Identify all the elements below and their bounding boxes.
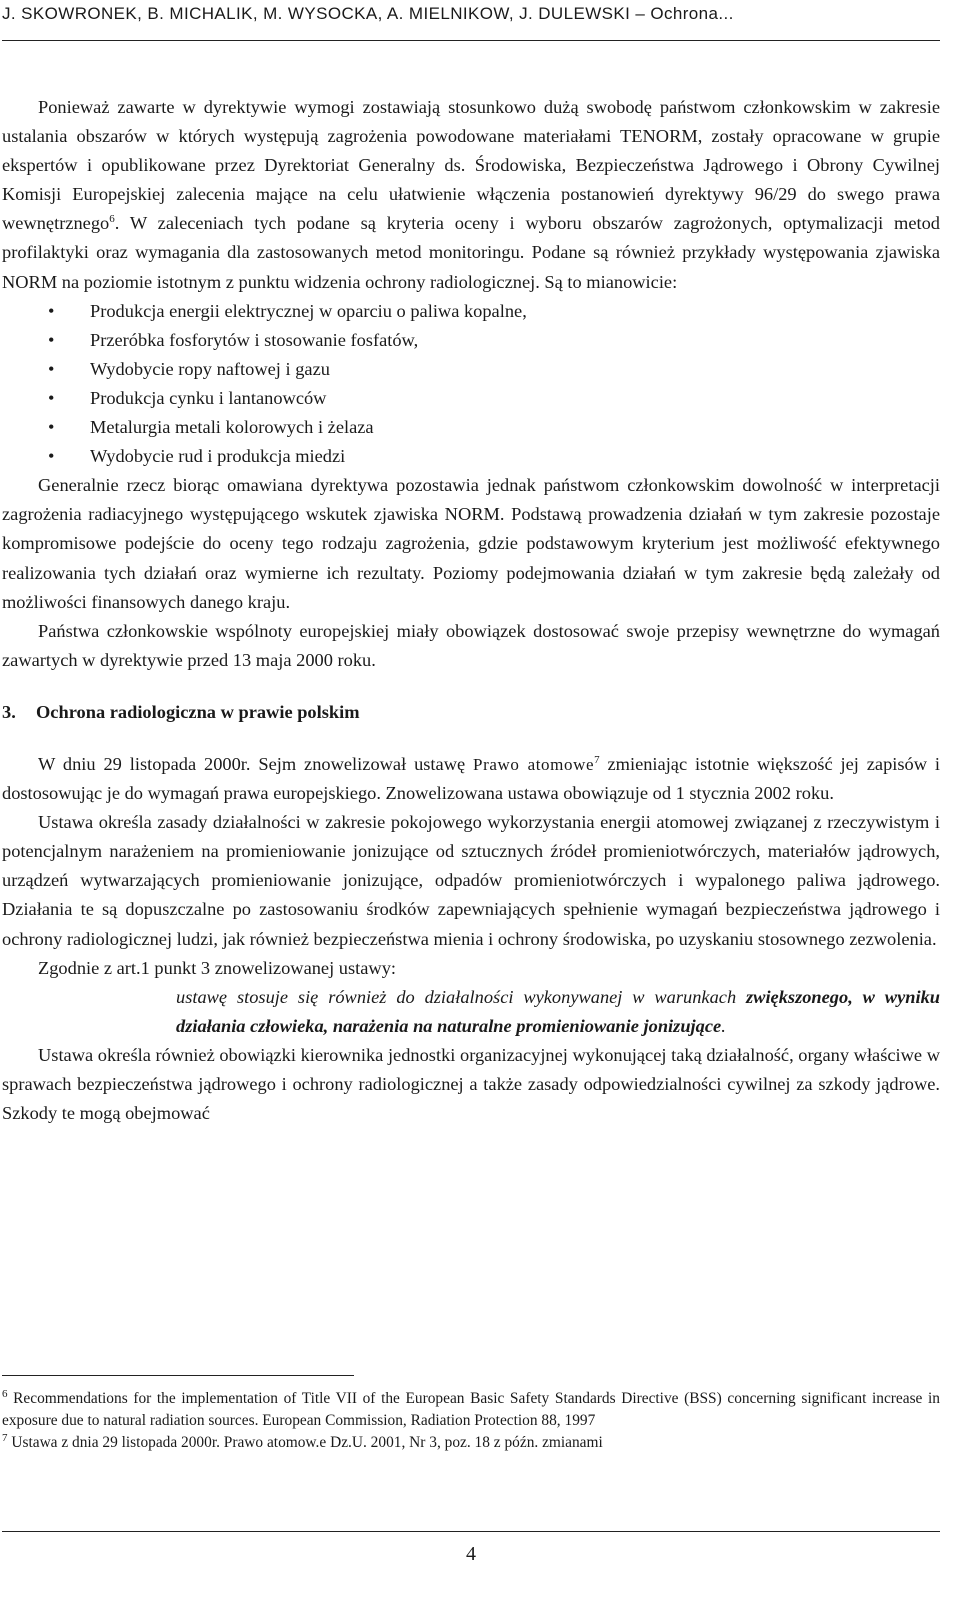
footnote-ref-6[interactable]: 6 — [109, 213, 115, 226]
list-item — [2, 326, 940, 355]
paragraph-scope: Ustawa określa zasady działalności w zakresie pokojowego wykorzystania energii atomowej związanej z rzeczywistym i potencjalnym narażeniem na promieniowanie jonizujące od sztucznych źródeł promieniotwórczych, materiałów jądrowych, urządzeń wytwarzających promieniowanie jonizujące, odpadów promieniotwórczych i wypalonego paliwa jądrowego. Działania te są dopuszczalne po zastosowaniu środków zapewniających spełnienie wymagań bezpieczeństwa jądrowego i ochrony radiologicznej ludzi, jak również bezpieczeństwa mienia i ochrony środowiska, po uzyskaniu stosownego zezwolenia. — [2, 812, 940, 949]
paragraph-amendment — [2, 750, 940, 808]
running-header: J. SKOWRONEK, B. MICHALIK, M. WYSOCKA, A. MIELNIKOW, J. DULEWSKI – Ochrona... — [2, 4, 734, 23]
paragraph-text: W dniu 29 listopada 2000r. Sejm znowelizował ustawę — [38, 753, 474, 774]
quote-emphasis: zwiększonego, w wyniku działania człowieka, narażenia na naturalne promieniowanie jonizujące — [176, 986, 940, 1036]
footnote-number: 6 — [2, 1387, 8, 1400]
paragraph-article-intro: Zgodnie z art.1 punkt 3 znowelizowanej ustawy: — [38, 957, 397, 978]
norm-sources-list — [2, 297, 940, 472]
footnote-separator — [2, 1375, 354, 1376]
list-item-text: Metalurgia metali kolorowych i żelaza — [90, 417, 374, 438]
paragraph-member-states: Państwa członkowskie wspólnoty europejskiej miały obowiązek dostosować swoje przepisy wewnętrzne do wymagań zawartych w dyrektywie przed 13 maja 2000 roku. — [2, 620, 940, 670]
bullet-icon: • — [48, 387, 55, 408]
footnote-text: Recommendations for the implementation of Title VII of the European Basic Safety Standards Directive (BSS) concerning significant increase in exposure due to natural radiation sources. European Commission, Radiation Protection 88, 1997 — [2, 1390, 940, 1430]
quote-text: ustawę stosuje się również do działalności wykonywanej w warunkach — [176, 986, 747, 1007]
list-item — [2, 384, 940, 413]
page-number: 4 — [466, 1543, 476, 1565]
paragraph-obligations: Ustawa określa również obowiązki kierownika jednostki organizacyjnej wykonującej taką działalność, organy właściwe w sprawach bezpieczeństwa jądrowego i ochrony radiologicznej a także zasady odpowiedzialności cywilnej za szkody jądrowe. Szkody te mogą obejmować — [2, 1044, 940, 1124]
paragraph-recommendations — [2, 93, 940, 297]
paragraph-text: . W zaleceniach tych podane są kryteria oceny i wyboru obszarów zagrożonych, optymalizacji metod profilaktyki oraz wymagania dla zastosowanych metod monitoringu. Podane są również przykłady występowania zjawiska NORM na poziomie istotnym z punktu widzenia ochrony radiologicznej. Są to mianowicie: — [2, 213, 940, 292]
bullet-icon: • — [48, 446, 55, 467]
header-rule — [2, 40, 940, 41]
bullet-icon: • — [48, 417, 55, 438]
bullet-icon: • — [48, 329, 55, 350]
paragraph-interpretation: Generalnie rzecz biorąc omawiana dyrektywa pozostawia jednak państwom członkowskim dowolność w interpretacji zagrożenia radiacyjnego występującego wskutek zjawiska NORM. Podstawą prowadzenia działań w tym zakresie pozostaje kompromisowe podejście do oceny tego rodzaju zagrożenia, gdzie podstawowym kryterium jest możliwość efektywnego realizowania tych działań oraz wymierne ich rezultaty. Poziomy podejmowania działań w tym zakresie będą zależały od możliwości finansowych danego kraju. — [2, 475, 940, 612]
list-item-text: Produkcja energii elektrycznej w oparciu o paliwa kopalne, — [90, 300, 527, 321]
article-quote — [2, 983, 940, 1041]
list-item — [2, 297, 940, 326]
act-name: Prawo atomowe — [473, 754, 595, 774]
list-item-text: Wydobycie ropy naftowej i gazu — [90, 358, 330, 379]
footnote-6 — [2, 1388, 940, 1432]
section-heading — [2, 698, 940, 727]
section-number: 3. — [2, 701, 16, 722]
bullet-icon: • — [48, 358, 55, 379]
footnote-text: Ustawa z dnia 29 listopada 2000r. Prawo atomow.e Dz.U. 2001, Nr 3, poz. 18 z późn. zmianami — [11, 1434, 603, 1452]
footnote-7 — [2, 1432, 940, 1454]
list-item-text: Produkcja cynku i lantanowców — [90, 387, 327, 408]
section-title: Ochrona radiologiczna w prawie polskim — [36, 701, 360, 722]
bullet-icon: • — [48, 300, 55, 321]
footnote-number: 7 — [2, 1432, 8, 1445]
footer-rule — [2, 1531, 940, 1532]
paragraph-text: zmieniając istotnie większość jej zapisów i dostosowując je do wymagań prawa europejskiego. Znowelizowana ustawa obowiązuje od 1 stycznia 2002 roku. — [2, 753, 940, 804]
paragraph-text: Ponieważ zawarte w dyrektywie wymogi zostawiają stosunkowo dużą swobodę państwom członkowskim w zakresie ustalania obszarów w których występują zagrożenia powodowane materiałami TENORM, zostały opracowane w grupie ekspertów i opublikowane przez Dyrektoriat Generalny ds. Środowiska, Bezpieczeństwa Jądrowego i Obrony Cywilnej Komisji Europejskiej zalecenia mające na celu ułatwienie włączenia postanowień dyrektywy 96/29 do swego prawa wewnętrznego — [2, 97, 940, 234]
quote-text: . — [721, 1015, 726, 1036]
list-item-text: Przeróbka fosforytów i stosowanie fosfatów, — [90, 329, 419, 350]
footnotes — [2, 1388, 940, 1455]
list-item — [2, 442, 940, 471]
list-item — [2, 413, 940, 442]
footnote-ref-7[interactable]: 7 — [594, 753, 600, 766]
list-item — [2, 355, 940, 384]
list-item-text: Wydobycie rud i produkcja miedzi — [90, 446, 346, 467]
body-text — [2, 93, 940, 1128]
